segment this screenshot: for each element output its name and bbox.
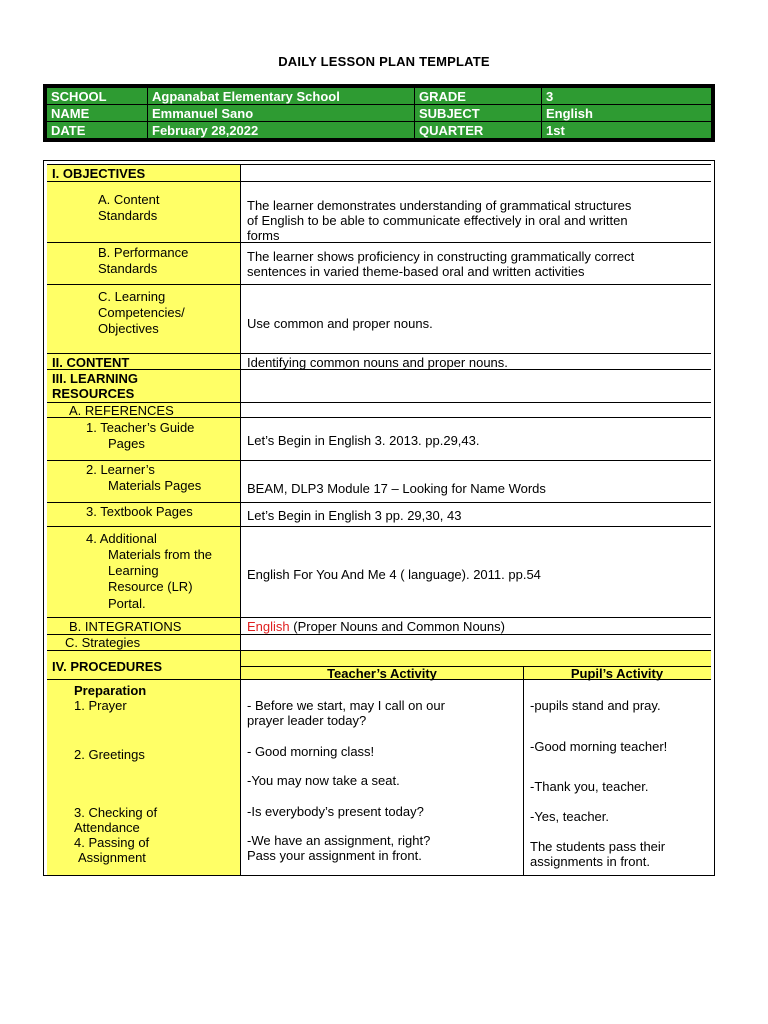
quarter-value: 1st	[542, 122, 711, 138]
textbook-text: Let’s Begin in English 3 pp. 29,30, 43	[247, 508, 462, 523]
teacher-attendance: -Is everybody’s present today?	[247, 804, 424, 819]
content-standards-text-2: of English to be able to communicate effectively in oral and written	[247, 213, 628, 228]
learning-resources-heading-2: RESOURCES	[52, 386, 135, 401]
objectives-heading: I. OBJECTIVES	[52, 166, 146, 181]
school-value: Agpanabat Elementary School	[148, 88, 414, 104]
learners-materials-label: 2. Learner’s	[86, 462, 155, 477]
school-label: SCHOOL	[47, 88, 147, 104]
additional-materials-row	[47, 526, 711, 621]
name-value: Emmanuel Sano	[148, 105, 414, 121]
learning-resources-heading: III. LEARNING	[52, 371, 138, 386]
performance-label: B. Performance	[98, 245, 189, 260]
teachers-guide-label: 1. Teacher’s Guide	[86, 420, 195, 435]
competencies-label: C. Learning	[98, 289, 166, 304]
performance-text-2: sentences in varied theme-based oral and written activities	[247, 264, 585, 279]
additional-materials-label-2: Materials from the	[108, 547, 213, 562]
content-standards-label: A. Content	[98, 192, 160, 207]
pupil-assignment-line-2: assignments in front.	[530, 854, 650, 869]
integrations-description: (Proper Nouns and Common Nouns)	[289, 619, 505, 634]
content-standards-text-3: forms	[247, 228, 280, 243]
date-label: DATE	[47, 122, 147, 138]
greetings-label: 2. Greetings	[74, 747, 145, 762]
teacher-assignment-line-2: Pass your assignment in front.	[247, 848, 422, 863]
prayer-label: 1. Prayer	[74, 698, 127, 713]
competencies-row	[47, 284, 711, 354]
teachers-guide-row	[47, 417, 711, 461]
integrations-text	[247, 619, 505, 634]
additional-materials-label: 4. Additional	[86, 531, 157, 546]
strategies-row	[47, 634, 711, 651]
header-info-table	[43, 84, 715, 142]
teacher-assignment-line-1: -We have an assignment, right?	[247, 833, 431, 848]
content-standards-text-1: The learner demonstrates understanding of grammatical structures	[247, 198, 632, 213]
competencies-text: Use common and proper nouns.	[247, 316, 433, 331]
additional-materials-label-3: Learning	[108, 563, 159, 578]
additional-materials-text: English For You And Me 4 ( language). 2011. pp.54	[247, 567, 541, 582]
content-row	[47, 353, 711, 370]
teacher-prayer-line-2: prayer leader today?	[247, 713, 367, 728]
content-heading: II. CONTENT	[52, 355, 130, 370]
objectives-row	[47, 164, 711, 182]
name-label: NAME	[47, 105, 147, 121]
attendance-label: 3. Checking of	[74, 805, 158, 820]
references-label: A. REFERENCES	[69, 403, 174, 418]
assignment-label-2: Assignment	[78, 850, 146, 865]
lesson-plan-table	[43, 160, 715, 876]
pupil-greeting: -Good morning teacher!	[530, 739, 668, 754]
integrations-subject: English	[247, 619, 290, 634]
references-row	[47, 402, 711, 418]
learners-materials-label-2: Materials Pages	[108, 478, 202, 493]
teacher-activity-header: Teacher’s Activity	[327, 666, 437, 681]
assignment-label: 4. Passing of	[74, 835, 150, 850]
additional-materials-label-4: Resource (LR)	[108, 579, 193, 594]
document-title: DAILY LESSON PLAN TEMPLATE	[278, 54, 490, 69]
teachers-guide-text: Let’s Begin in English 3. 2013. pp.29,43.	[247, 433, 480, 448]
pupil-attendance: -Yes, teacher.	[530, 809, 610, 824]
additional-materials-label-5: Portal.	[108, 596, 146, 611]
teacher-greeting: - Good morning class!	[247, 744, 375, 759]
preparation-label: Preparation	[74, 683, 147, 698]
performance-standards-row	[47, 242, 711, 285]
subject-value: English	[542, 105, 711, 121]
pupil-prayer: -pupils stand and pray.	[530, 698, 661, 713]
content-standards-label-2: Standards	[98, 208, 158, 223]
performance-text-1: The learner shows proficiency in constructing grammatically correct	[247, 249, 635, 264]
procedures-heading: IV. PROCEDURES	[52, 659, 163, 674]
teacher-prayer-line-1: - Before we start, may I call on our	[247, 698, 445, 713]
date-value: February 28,2022	[148, 122, 414, 138]
content-text: Identifying common nouns and proper nouns.	[247, 355, 508, 370]
integrations-row	[47, 617, 711, 635]
performance-label-2: Standards	[98, 261, 158, 276]
competencies-label-3: Objectives	[98, 321, 159, 336]
textbook-row	[47, 502, 711, 527]
pupil-seat: -Thank you, teacher.	[530, 779, 649, 794]
grade-label: GRADE	[415, 88, 541, 104]
learning-resources-row	[47, 369, 711, 403]
teacher-seat: -You may now take a seat.	[247, 773, 400, 788]
learners-materials-text: BEAM, DLP3 Module 17 – Looking for Name Words	[247, 481, 546, 496]
content-standards-row	[47, 181, 711, 243]
attendance-label-2: Attendance	[74, 820, 140, 835]
grade-value: 3	[542, 88, 711, 104]
teachers-guide-label-2: Pages	[108, 436, 145, 451]
subject-label: SUBJECT	[415, 105, 541, 121]
quarter-label: QUARTER	[415, 122, 541, 138]
integrations-label: B. INTEGRATIONS	[69, 619, 182, 634]
competencies-label-2: Competencies/	[98, 305, 185, 320]
pupil-assignment-line-1: The students pass their	[530, 839, 666, 854]
procedures-row	[47, 650, 711, 680]
learners-materials-row	[47, 460, 711, 503]
preparation-row	[47, 679, 711, 876]
strategies-label: C. Strategies	[65, 635, 141, 650]
pupil-activity-header: Pupil’s Activity	[570, 666, 664, 681]
textbook-label: 3. Textbook Pages	[86, 504, 193, 519]
